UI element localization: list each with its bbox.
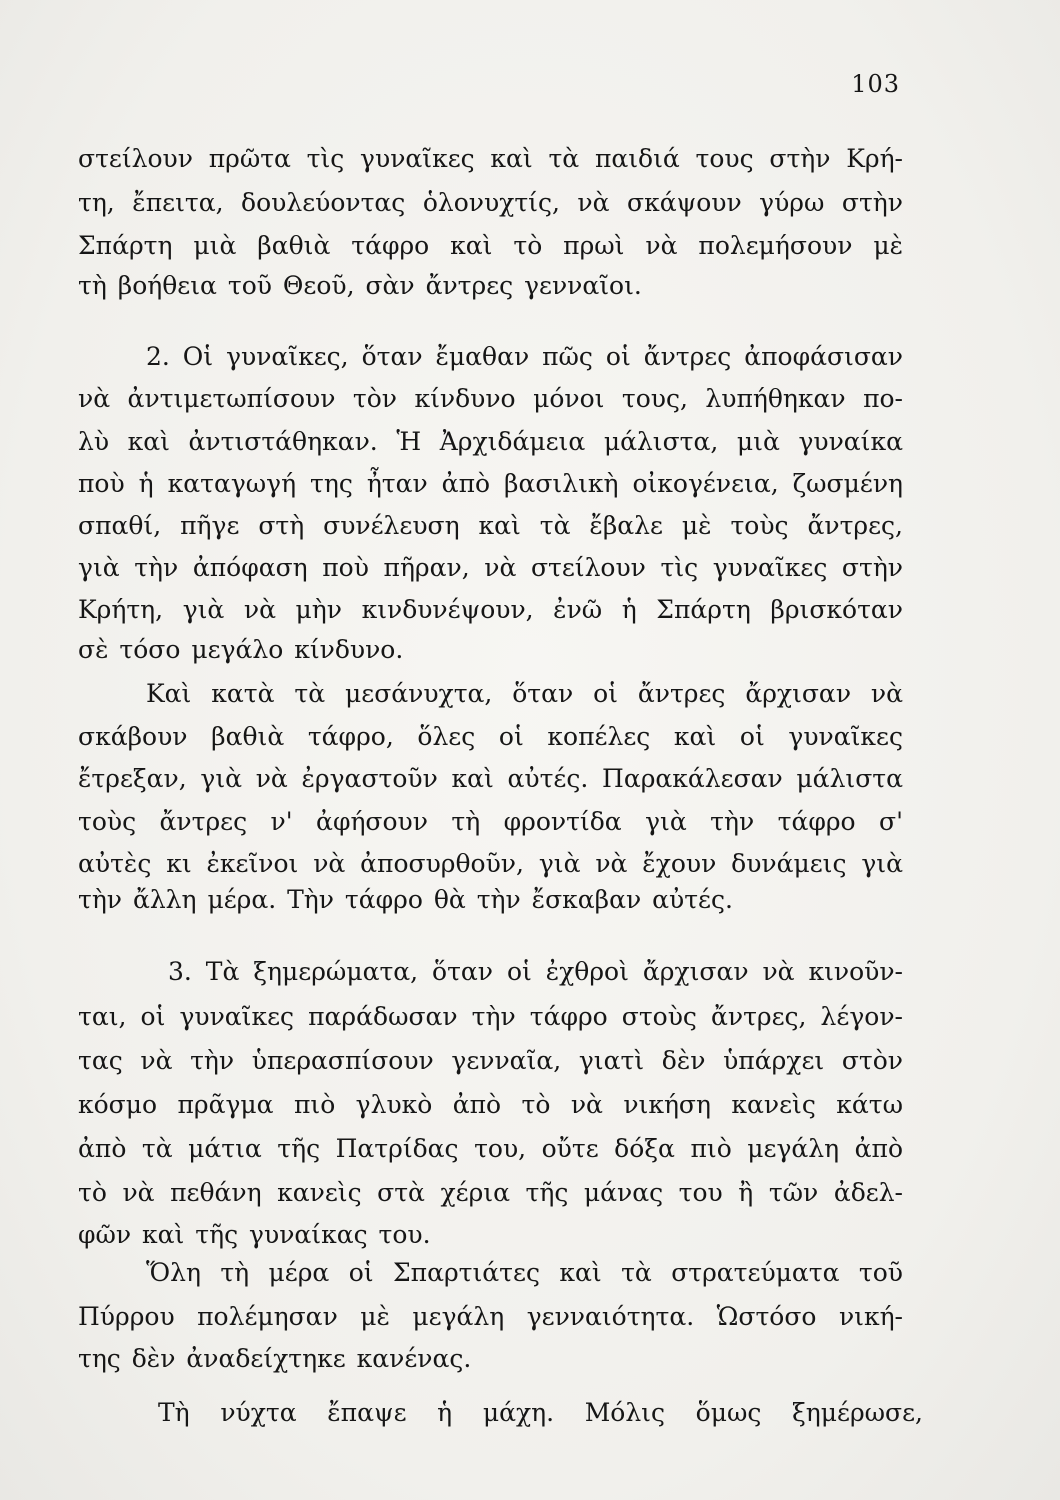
text-line: Καὶ κατὰ τὰ μεσάνυχτα, ὅταν οἱ ἄντρες ἄρχισαν νὰ [146,679,903,708]
text-line: τὴν ἄλλη μέρα. Τὴν τάφρο θὰ τὴν ἔσκαβαν αὐτές. [78,885,733,914]
text-line: σκάβουν βαθιὰ τάφρο, ὅλες οἱ κοπέλες καὶ οἱ γυναῖκες [78,722,903,751]
text-line: ποὺ ἡ καταγωγή της ἦταν ἀπὸ βασιλικὴ οἰκογένεια, ζωσμένη [78,469,903,498]
text-line: τη, ἔπειτα, δουλεύοντας ὁλονυχτίς, νὰ σκάψουν γύρω στὴν [78,188,903,217]
text-line: Πύρρου πολέμησαν μὲ μεγάλη γενναιότητα. Ὡστόσο νική- [78,1302,903,1331]
text-line: φῶν καὶ τῆς γυναίκας του. [78,1220,431,1249]
text-line: αὐτὲς κι ἐκεῖνοι νὰ ἀποσυρθοῦν, γιὰ νὰ ἔχουν δυνάμεις γιὰ [78,849,903,878]
text-line: σὲ τόσο μεγάλο κίνδυνο. [78,635,404,664]
text-line: στείλουν πρῶτα τὶς γυναῖκες καὶ τὰ παιδιά τους στὴν Κρή- [78,144,903,173]
text-line: της δὲν ἀναδείχτηκε κανένας. [78,1344,472,1373]
text-line: 3. Τὰ ξημερώματα, ὅταν οἱ ἐχθροὶ ἄρχισαν νὰ κινοῦν- [168,957,903,986]
text-line: κόσμο πρᾶγμα πιὸ γλυκὸ ἀπὸ τὸ νὰ νικήση κανεὶς κάτω [78,1090,903,1119]
text-line: Ὅλη τὴ μέρα οἱ Σπαρτιάτες καὶ τὰ στρατεύματα τοῦ [146,1258,903,1287]
text-line: τὸ νὰ πεθάνη κανεὶς στὰ χέρια τῆς μάνας του ἢ τῶν ἀδελ- [78,1178,903,1207]
text-line: νὰ ἀντιμετωπίσουν τὸν κίνδυνο μόνοι τους, λυπήθηκαν πο- [78,384,903,413]
text-line: ἔτρεξαν, γιὰ νὰ ἐργαστοῦν καὶ αὐτές. Παρακάλεσαν μάλιστα [78,764,903,793]
text-line: ται, οἱ γυναῖκες παράδωσαν τὴν τάφρο στοὺς ἄντρες, λέγον- [78,1002,903,1031]
text-line: τοὺς ἄντρες ν' ἀφήσουν τὴ φροντίδα γιὰ τὴν τάφρο σ' [78,807,903,836]
page-number: 103 [851,70,900,98]
text-line: ἀπὸ τὰ μάτια τῆς Πατρίδας του, οὔτε δόξα πιὸ μεγάλη ἀπὸ [78,1134,903,1163]
text-line: τας νὰ τὴν ὑπερασπίσουν γενναῖα, γιατὶ δὲν ὑπάρχει στὸν [78,1046,903,1075]
text-line: Σπάρτη μιὰ βαθιὰ τάφρο καὶ τὸ πρωὶ νὰ πολεμήσουν μὲ [78,231,903,260]
text-line: 2. Οἱ γυναῖκες, ὅταν ἔμαθαν πῶς οἱ ἄντρες ἀποφάσισαν [146,342,903,371]
text-line: Κρήτη, γιὰ νὰ μὴν κινδυνέψουν, ἐνῶ ἡ Σπάρτη βρισκόταν [78,595,903,624]
text-line: σπαθί, πῆγε στὴ συνέλευση καὶ τὰ ἔβαλε μὲ τοὺς ἄντρες, [78,511,903,540]
text-line: τὴ βοήθεια τοῦ Θεοῦ, σὰν ἄντρες γενναῖοι. [78,271,642,300]
text-line: λὺ καὶ ἀντιστάθηκαν. Ἡ Ἀρχιδάμεια μάλιστα, μιὰ γυναίκα [78,427,903,456]
text-line: Τὴ νύχτα ἔπαψε ἡ μάχη. Μόλις ὅμως ξημέρωσε, [158,1398,923,1427]
text-line: γιὰ τὴν ἀπόφαση ποὺ πῆραν, νὰ στείλουν τὶς γυναῖκες στὴν [78,553,903,582]
